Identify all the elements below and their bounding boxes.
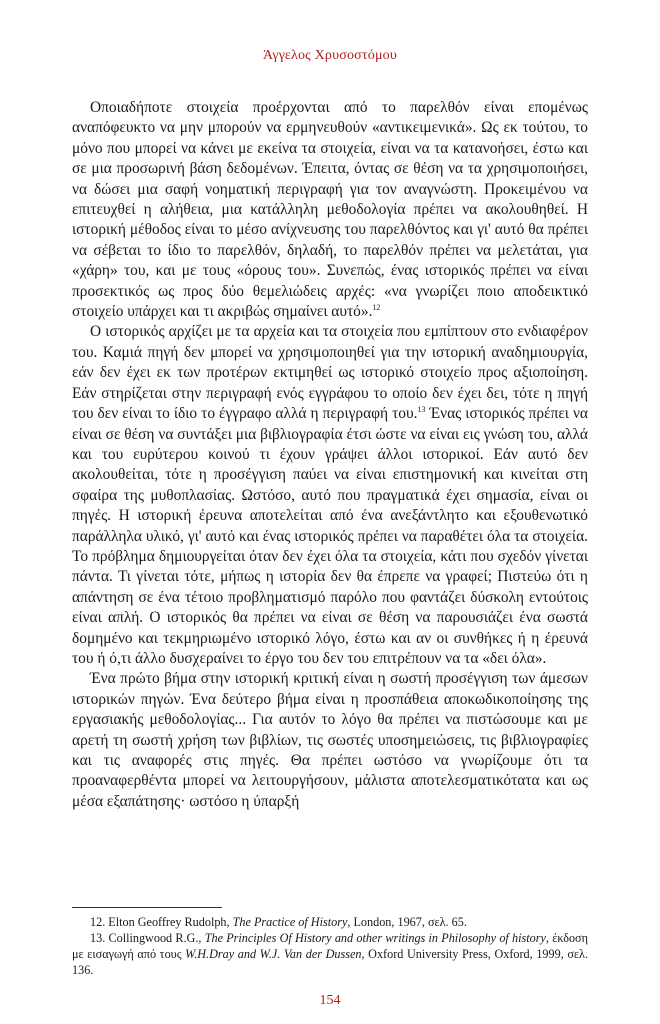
footnote-12-title: The Practice of History <box>232 915 348 929</box>
paragraph-1-text: Οποιαδήποτε στοιχεία προέρχονται από το παρελθόν είναι επομένως αναπόφευκτο να μην μπορούν να ερμηνευθούν «αντικειμενικά». Ως εκ τούτου, το μόνο που μπορεί να κάνει με εκείνα τα στοιχεία, είναι να τα κατανοήσει, έστω και σε μια προσωρινή βάση δεδομένων. Έπειτα, όντας σε θέση να τα χρησιμοποιήσει, να δώσει μια σαφή νοηματική περιγραφή για τον αναγνώστη. Προκειμένου να επιτευχθεί η αλήθεια, μια κατάλληλη μεθοδολογία πρέπει να ακολουθηθεί. Η ιστορική μέθοδος είναι το μέσο ανίχνευσης του παρελθόντος και γι' αυτό θα πρέπει να σέβεται το ίδιο το παρελθόν, δηλαδή, το παρελθόν πρέπει να μελετάται, για «χάρη» του, και με τους «όρους του». Συνεπώς, ένας ιστορικός πρέπει να είναι προσεκτικός ως προς δύο θεμελιώδεις αρχές: «να γνωρίζει ποιο αποδεικτικό στοιχείο υπάρχει και τι ακριβώς σημαίνει αυτό». <box>72 99 588 321</box>
paragraph-2 <box>72 322 588 669</box>
running-header-author: Άγγελος Χρυσοστόμου <box>263 48 397 63</box>
paragraph-1 <box>72 98 588 322</box>
main-text <box>72 98 588 812</box>
footnote-12-number: 12. <box>90 915 106 929</box>
footnote-13-rest: , Oxford University Press, Oxford, 1999, σελ. 136. <box>72 947 589 977</box>
paragraph-3-text: Ένα πρώτο βήμα στην ιστορική κριτική είναι η σωστή προσέγγιση των άμεσων ιστορικών πηγών. Ένα δεύτερο βήμα είναι η προσπάθεια αποκωδικοποίησης της εργασιακής μεθοδολογίας... Για αυτόν το λόγο θα πρέπει να πιστώσουμε και με αρετή τη σωστή χρήση των βιβλίων, τις σωστές υποσημειώσεις, τις βιβλιογραφίες και τις αναφορές στις πηγές. Θα πρέπει ωστόσο να γνωρίζουμε ότι τα προαναφερθέντα μπορεί να λειτουργήσουν, μάλιστα αποτελεσματικότατα και ως μέσα εξαπάτησης· ωστόσο η ύπαρξή <box>72 670 588 810</box>
footnote-13 <box>72 930 588 978</box>
footnote-13-author: Collingwood R.G., <box>105 931 205 945</box>
footnote-12-author: Elton Geoffrey Rudolph, <box>105 915 233 929</box>
paragraph-2-text-a: Ο ιστορικός αρχίζει με τα αρχεία και τα στοιχεία που εμπίπτουν στο ενδιαφέρον του. Καμιά πηγή δεν μπορεί να χρησιμοποιηθεί για την ιστορική αναδημιουργία, εάν δεν έχει εκ των προτέρων εκτιμηθεί ως ιστορικό στοιχείο προς αξιοποίηση. Εάν στηρίζεται στην περιγραφή ενός εγγράφου το οποίο δεν έχει δει, τότε η πηγή του δεν είναι το ίδιο το έγγραφο αλλά η περιγραφή του. <box>72 323 588 423</box>
footnote-13-number: 13. <box>90 931 106 945</box>
footnote-12-rest: , London, 1967, σελ. 65. <box>347 915 467 929</box>
footnote-ref-12: 12 <box>372 302 381 312</box>
footnote-13-middle: , έκδοση με εισαγωγή από τους <box>72 931 588 961</box>
page-number: 154 <box>319 993 341 1008</box>
footnote-13-editors: W.H.Dray and W.J. Van der Dussen <box>185 947 362 961</box>
footnote-12 <box>72 914 588 930</box>
footnote-ref-13: 13 <box>417 404 426 414</box>
footnote-divider <box>72 907 222 908</box>
paragraph-3 <box>72 669 588 812</box>
footnotes <box>72 914 588 978</box>
paragraph-2-text-b: Ένας ιστορικός πρέπει να είναι σε θέση να συντάξει μια βιβλιογραφία έτσι ώστε να είναι εις γνώση του, αλλά και του ευρύτερου κοινού τι έχουν γράψει άλλοι ιστορικοί. Εάν αυτό δεν ακολουθείται, τότε η προσέγγιση παύει να είναι επιστημονική και κινείται στη σφαίρα της μυθοπλασίας. Ωστόσο, αυτό που πραγματικά έχει σημασία, είναι οι πηγές. Η ιστορική έρευνα αποτελείται από ένα ανεξάντλητο και εξουθενωτικό παράλληλα υλικό, γι' αυτό και ένας ιστορικός πρέπει να παραθέτει όλα τα στοιχεία. Το πρόβλημα δημιουργείται όταν δεν έχει όλα τα στοιχεία, κάτι που σχεδόν γίνεται πάντα. Τι γίνεται τότε, μήπως η ιστορία δεν θα έπρεπε να γραφεί; Πιστεύω ότι η απάντηση σε ένα τέτοιο προβληματισμό παρόλο που φαντάζει δύσκολη εντούτοις είναι απλή. Ο ιστορικός θα πρέπει να είναι σε θέση να παρουσιάζει ένα σωστά δομημένο και τεκμηριωμένο ιστορικό λόγο, έστω και αν οι συνθήκες ή η έρευνά του ή ό,τι άλλο δυσχεραίνει το έργο του δεν του επιτρέπουν να τα «δει όλα». <box>72 405 588 667</box>
footnote-13-title: The Principles Of History and other writings in Philosophy of history <box>204 931 546 945</box>
